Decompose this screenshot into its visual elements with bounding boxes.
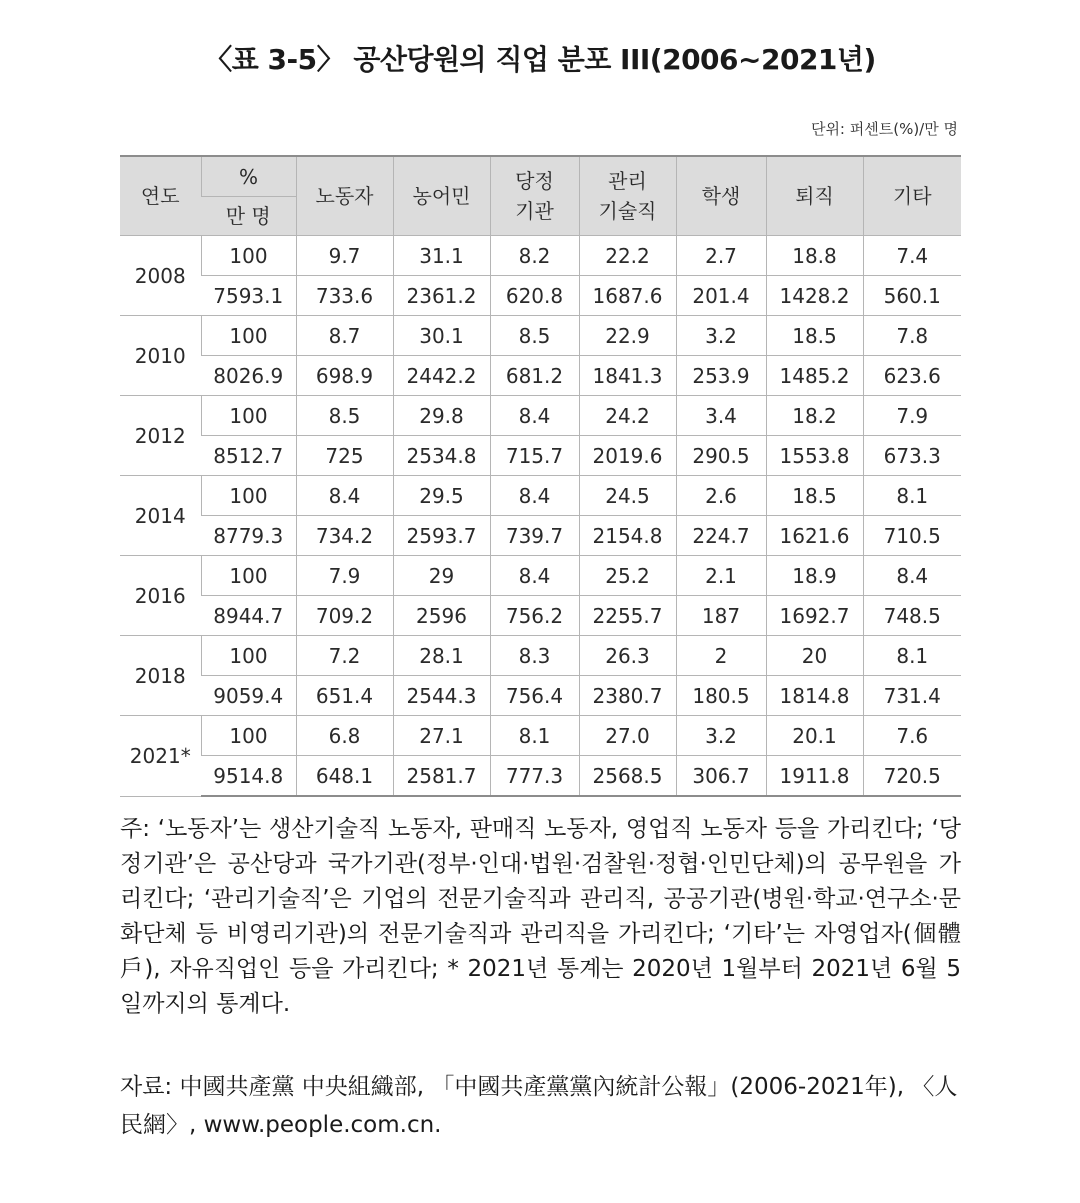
percent-cell: 18.9 (766, 556, 863, 596)
percent-cell: 8.4 (490, 556, 579, 596)
count-cell: 698.9 (296, 356, 393, 396)
percent-cell: 8.1 (863, 476, 961, 516)
percent-cell: 3.4 (676, 396, 766, 436)
count-cell: 2154.8 (579, 516, 676, 556)
percent-cell: 100 (201, 476, 296, 516)
percent-cell: 3.2 (676, 716, 766, 756)
count-cell: 756.4 (490, 676, 579, 716)
percent-cell: 7.4 (863, 236, 961, 276)
header-farmers: 농어민 (393, 156, 490, 236)
occupation-table (120, 155, 961, 797)
header-retired: 퇴직 (766, 156, 863, 236)
percent-cell: 7.9 (863, 396, 961, 436)
count-cell: 8512.7 (201, 436, 296, 476)
percent-cell: 8.4 (296, 476, 393, 516)
count-cell: 253.9 (676, 356, 766, 396)
percent-cell: 8.4 (490, 476, 579, 516)
count-cell: 725 (296, 436, 393, 476)
count-cell: 9059.4 (201, 676, 296, 716)
percent-cell: 29.5 (393, 476, 490, 516)
count-cell: 733.6 (296, 276, 393, 316)
percent-cell: 100 (201, 716, 296, 756)
percent-cell: 100 (201, 316, 296, 356)
table-row-percent (120, 396, 961, 436)
count-cell: 1841.3 (579, 356, 676, 396)
table-row-count (120, 356, 961, 396)
count-cell: 1692.7 (766, 596, 863, 636)
header-ten-thousand: 만 명 (201, 197, 296, 236)
count-cell: 748.5 (863, 596, 961, 636)
count-cell: 2361.2 (393, 276, 490, 316)
percent-cell: 29.8 (393, 396, 490, 436)
count-cell: 180.5 (676, 676, 766, 716)
count-cell: 224.7 (676, 516, 766, 556)
table-row-percent (120, 556, 961, 596)
count-cell: 720.5 (863, 756, 961, 797)
percent-cell: 100 (201, 556, 296, 596)
percent-cell: 18.8 (766, 236, 863, 276)
count-cell: 2596 (393, 596, 490, 636)
percent-cell: 8.7 (296, 316, 393, 356)
percent-cell: 100 (201, 396, 296, 436)
percent-cell: 7.9 (296, 556, 393, 596)
percent-cell: 27.1 (393, 716, 490, 756)
percent-cell: 2.6 (676, 476, 766, 516)
table-header (120, 156, 961, 236)
percent-cell: 22.2 (579, 236, 676, 276)
count-cell: 681.2 (490, 356, 579, 396)
percent-cell: 7.8 (863, 316, 961, 356)
count-cell: 2380.7 (579, 676, 676, 716)
header-students: 학생 (676, 156, 766, 236)
count-cell: 1428.2 (766, 276, 863, 316)
percent-cell: 2.7 (676, 236, 766, 276)
count-cell: 623.6 (863, 356, 961, 396)
table-row-count (120, 276, 961, 316)
percent-cell: 18.5 (766, 476, 863, 516)
header-mgmt-tech-line1: 관리 (608, 169, 647, 193)
count-cell: 673.3 (863, 436, 961, 476)
header-party-govt-line2: 기관 (515, 199, 554, 223)
count-cell: 8944.7 (201, 596, 296, 636)
count-cell: 2442.2 (393, 356, 490, 396)
unit-label: 단위: 퍼센트(%)/만 명 (810, 120, 958, 138)
percent-cell: 8.1 (490, 716, 579, 756)
count-cell: 560.1 (863, 276, 961, 316)
year-cell: 2010 (120, 316, 201, 396)
table-title: 〈표 3-5〉 공산당원의 직업 분포 III(2006~2021년) (204, 43, 876, 76)
count-cell: 8779.3 (201, 516, 296, 556)
percent-cell: 7.6 (863, 716, 961, 756)
percent-cell: 29 (393, 556, 490, 596)
count-cell: 739.7 (490, 516, 579, 556)
percent-cell: 8.4 (863, 556, 961, 596)
count-cell: 777.3 (490, 756, 579, 797)
table-row-percent (120, 716, 961, 756)
footnote: 주: ‘노동자’는 생산기술직 노동자, 판매직 노동자, 영업직 노동자 등을 가리킨다; ‘당정기관’은 공산당과 국가기관(정부·인대·법원·검찰원·정협·인민단체)의 공무원을 가리킨다; ‘관리기술직’은 기업의 전문기술직과 관리직, 공공기관(병원·학교·연구소·문화단체 등 비영리기관)의 전문기술직과 관리직을 가리킨다; ‘기타’는 자영업자(個體戶), 자유직업인 등을 가리킨다; * 2021년 통계는 2020년 1월부터 2021년 6월 5일까지의 통계다. (120, 816, 961, 1017)
percent-cell: 8.4 (490, 396, 579, 436)
year-cell: 2012 (120, 396, 201, 476)
percent-cell: 7.2 (296, 636, 393, 676)
count-cell: 1814.8 (766, 676, 863, 716)
count-cell: 1911.8 (766, 756, 863, 797)
percent-cell: 8.2 (490, 236, 579, 276)
percent-cell: 22.9 (579, 316, 676, 356)
year-cell: 2014 (120, 476, 201, 556)
count-cell: 710.5 (863, 516, 961, 556)
count-cell: 2019.6 (579, 436, 676, 476)
count-cell: 620.8 (490, 276, 579, 316)
source-citation: 자료: 中國共產黨 中央組織部, 「中國共產黨黨內統計公報」(2006-2021年), 〈人民網〉, www.people.com.cn. (120, 1074, 958, 1138)
header-mgmt-tech (579, 156, 676, 236)
percent-cell: 18.2 (766, 396, 863, 436)
count-cell: 8026.9 (201, 356, 296, 396)
table-body (120, 236, 961, 797)
percent-cell: 27.0 (579, 716, 676, 756)
table-row-percent (120, 316, 961, 356)
count-cell: 1687.6 (579, 276, 676, 316)
count-cell: 1485.2 (766, 356, 863, 396)
percent-cell: 2.1 (676, 556, 766, 596)
year-cell: 2018 (120, 636, 201, 716)
count-cell: 9514.8 (201, 756, 296, 797)
table-row-percent (120, 236, 961, 276)
count-cell: 709.2 (296, 596, 393, 636)
count-cell: 306.7 (676, 756, 766, 797)
count-cell: 651.4 (296, 676, 393, 716)
count-cell: 1621.6 (766, 516, 863, 556)
percent-cell: 20.1 (766, 716, 863, 756)
count-cell: 1553.8 (766, 436, 863, 476)
header-percent: % (201, 156, 296, 197)
percent-cell: 9.7 (296, 236, 393, 276)
table-row-count (120, 676, 961, 716)
table-row-count (120, 516, 961, 556)
table-row-percent (120, 636, 961, 676)
count-cell: 2593.7 (393, 516, 490, 556)
percent-cell: 100 (201, 636, 296, 676)
percent-cell: 8.5 (490, 316, 579, 356)
percent-cell: 8.1 (863, 636, 961, 676)
percent-cell: 8.5 (296, 396, 393, 436)
percent-cell: 18.5 (766, 316, 863, 356)
count-cell: 715.7 (490, 436, 579, 476)
count-cell: 648.1 (296, 756, 393, 797)
header-year: 연도 (120, 156, 201, 236)
percent-cell: 28.1 (393, 636, 490, 676)
percent-cell: 2 (676, 636, 766, 676)
count-cell: 290.5 (676, 436, 766, 476)
header-party-govt-line1: 당정 (515, 169, 554, 193)
year-cell: 2008 (120, 236, 201, 316)
percent-cell: 100 (201, 236, 296, 276)
count-cell: 731.4 (863, 676, 961, 716)
count-cell: 2544.3 (393, 676, 490, 716)
header-party-govt (490, 156, 579, 236)
count-cell: 756.2 (490, 596, 579, 636)
table-row-count (120, 756, 961, 797)
header-workers: 노동자 (296, 156, 393, 236)
count-cell: 2568.5 (579, 756, 676, 797)
percent-cell: 6.8 (296, 716, 393, 756)
percent-cell: 3.2 (676, 316, 766, 356)
percent-cell: 25.2 (579, 556, 676, 596)
header-mgmt-tech-line2: 기술직 (598, 199, 657, 223)
table-row-count (120, 596, 961, 636)
year-cell: 2021* (120, 716, 201, 797)
percent-cell: 31.1 (393, 236, 490, 276)
count-cell: 2534.8 (393, 436, 490, 476)
table-row-percent (120, 476, 961, 516)
percent-cell: 8.3 (490, 636, 579, 676)
table-row-count (120, 436, 961, 476)
percent-cell: 30.1 (393, 316, 490, 356)
percent-cell: 26.3 (579, 636, 676, 676)
percent-cell: 24.2 (579, 396, 676, 436)
count-cell: 2581.7 (393, 756, 490, 797)
percent-cell: 24.5 (579, 476, 676, 516)
count-cell: 734.2 (296, 516, 393, 556)
count-cell: 7593.1 (201, 276, 296, 316)
year-cell: 2016 (120, 556, 201, 636)
percent-cell: 20 (766, 636, 863, 676)
count-cell: 2255.7 (579, 596, 676, 636)
count-cell: 201.4 (676, 276, 766, 316)
header-other: 기타 (863, 156, 961, 236)
count-cell: 187 (676, 596, 766, 636)
